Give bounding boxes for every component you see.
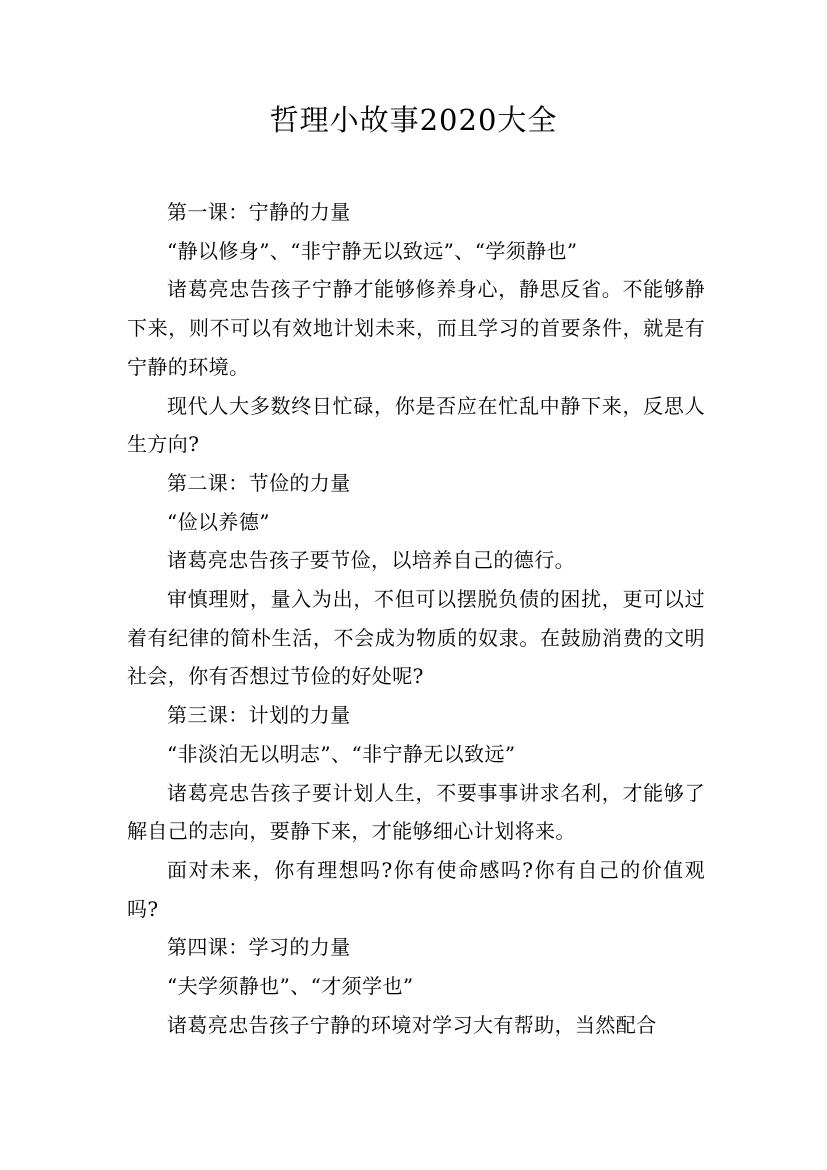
lesson-1-quote: “静以修身”、“非宁静无以致远”、“学须静也” bbox=[167, 238, 578, 263]
lesson-3-reflection: 面对未来，你有理想吗?你有使命感吗?你有自己的价值观吗? bbox=[127, 857, 705, 921]
lesson-1-paragraph: 诸葛亮忠告孩子宁静才能够修养身心，静思反省。不能够静下来，则不可以有效地计划未来，而且学习的首要条件，就是有宁静的环境。 bbox=[127, 277, 705, 379]
lesson-1-heading: 第一课：宁静的力量 bbox=[167, 200, 351, 224]
lesson-2-reflection: 审慎理财，量入为出，不但可以摆脱负债的困扰，更可以过着有纪律的简朴生活，不会成为物质的奴隶。在鼓励消费的文明社会，你有否想过节俭的好处呢? bbox=[127, 587, 705, 689]
lesson-3-heading: 第三课：计划的力量 bbox=[167, 703, 351, 728]
lesson-2-heading: 第二课：节俭的力量 bbox=[167, 470, 351, 495]
lesson-2-quote: “俭以养德” bbox=[167, 509, 270, 534]
lesson-2-paragraph: 诸葛亮忠告孩子要节俭，以培养自己的德行。 bbox=[167, 548, 575, 573]
document-title: 哲理小故事2020大全 bbox=[269, 103, 558, 137]
lesson-4-paragraph: 诸葛亮忠告孩子宁静的环境对学习大有帮助，当然配合 bbox=[167, 1012, 657, 1037]
document-body bbox=[127, 193, 705, 1044]
lesson-3-paragraph: 诸葛亮忠告孩子要计划人生，不要事事讲求名利，才能够了解自己的志向，要静下来，才能够细心计划将来。 bbox=[127, 780, 705, 844]
lesson-4-heading: 第四课：学习的力量 bbox=[167, 935, 351, 960]
lesson-1-reflection: 现代人大多数终日忙碌，你是否应在忙乱中静下来，反思人生方向? bbox=[127, 393, 705, 457]
lesson-3-quote: “非淡泊无以明志”、“非宁静无以致远” bbox=[167, 741, 516, 766]
lesson-4-quote: “夫学须静也”、“才须学也” bbox=[167, 974, 414, 999]
